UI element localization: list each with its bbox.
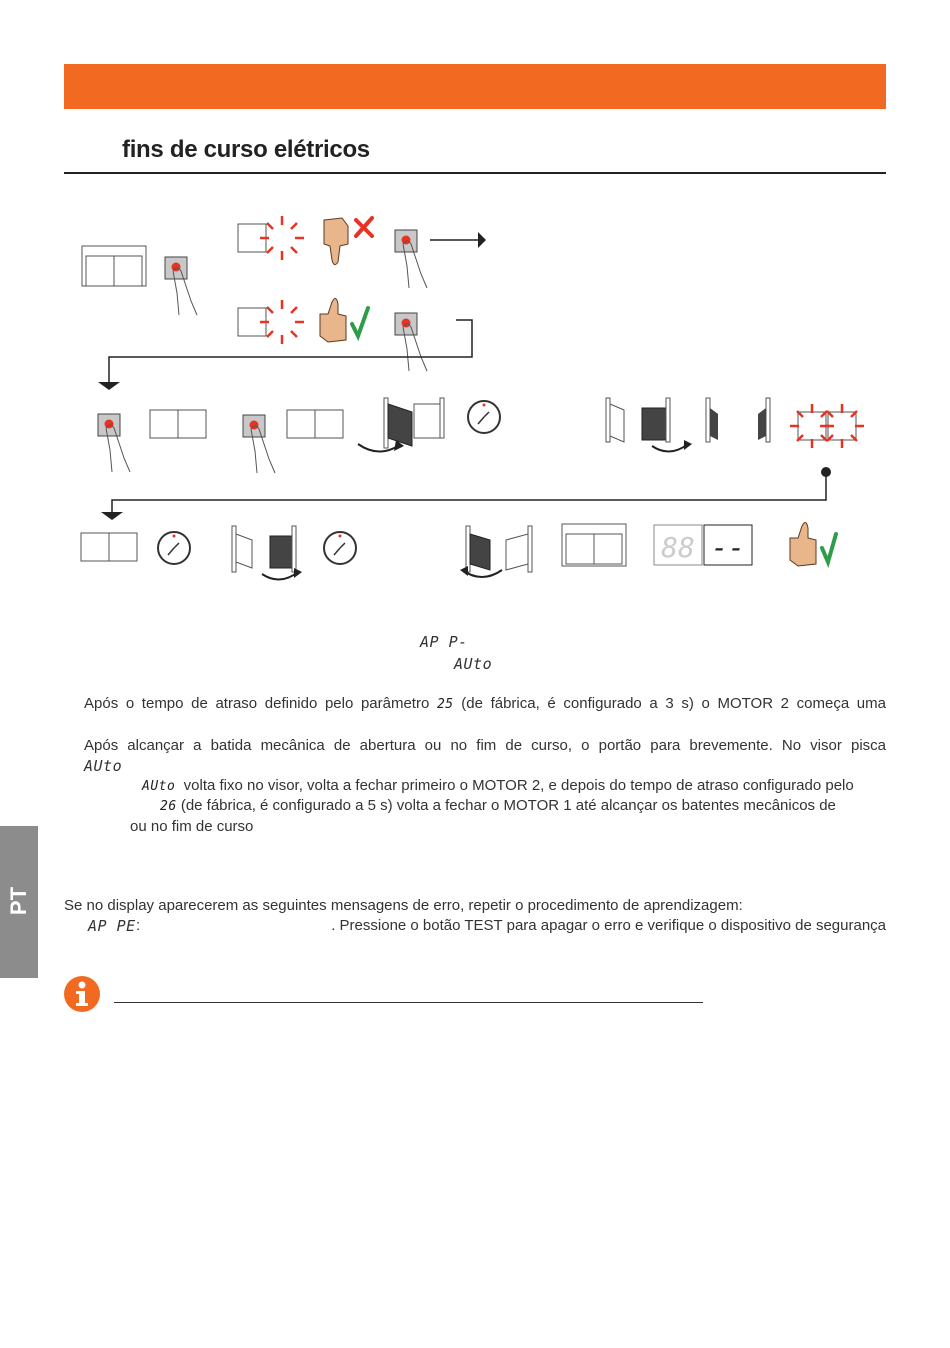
info-icon <box>64 976 100 1012</box>
paragraph-step-2: Após alcançar a batida mecânica de abertura ou no fim de curso, o portão para brevemente. No visor pisca <box>84 737 886 754</box>
button-press-icon <box>98 414 130 472</box>
display-code-auto: AUto <box>142 779 176 794</box>
procedure-diagram <box>0 180 950 600</box>
flashing-light-icon <box>260 216 304 260</box>
error-code: AP PE <box>88 917 136 935</box>
title-divider <box>64 172 886 174</box>
svg-text:88: 88 <box>661 531 695 564</box>
gate-closing-icon <box>460 526 532 577</box>
param-25-code: 25 <box>436 697 454 712</box>
button-press-icon <box>243 415 275 473</box>
gate-open-icon <box>706 398 770 442</box>
gate-closed-icon <box>81 533 137 561</box>
arrow-right-icon <box>430 232 486 248</box>
check-icon <box>352 308 368 336</box>
gate-closing-icon <box>232 526 302 580</box>
thumbs-up-icon <box>790 522 816 566</box>
clock-icon <box>468 401 500 433</box>
clock-icon <box>324 532 356 564</box>
thumbs-up-icon <box>320 298 346 342</box>
gate-closed-icon <box>150 410 206 438</box>
error-colon: : <box>136 917 141 934</box>
paragraph-step-3: AUto volta fixo no visor, volta a fechar primeiro o MOTOR 2, e depois do tempo de atraso configurado pelo <box>142 777 854 794</box>
gate-closed-icon <box>82 246 146 286</box>
header-bar <box>64 64 886 109</box>
error-description: . Pressione o botão TEST para apagar o erro e verifique o dispositivo de segurança <box>331 917 886 934</box>
arrow-down-icon <box>98 382 120 390</box>
thumbs-down-icon <box>324 218 348 265</box>
cross-icon <box>356 218 372 236</box>
info-divider <box>114 1002 703 1003</box>
button-press-icon <box>395 230 427 288</box>
language-tab <box>0 826 38 978</box>
display-code-app: AP P- <box>420 633 468 651</box>
paragraph-step-1: Após o tempo de atraso definido pelo parâmetro 25 (de fábrica, é configurado a 3 s) o MOTOR 2 começa uma <box>84 695 886 712</box>
display-code-auto: AUto <box>454 655 493 673</box>
paragraph-step-3-end: ou no fim de curso <box>130 818 254 835</box>
display-readout: -- <box>711 531 745 564</box>
paragraph-step-3-cont: 26 (de fábrica, é configurado a 5 s) volta a fechar o MOTOR 1 até alcançar os batentes mecânicos de <box>160 797 836 814</box>
gate-closed-icon <box>562 524 626 566</box>
flashing-light-icon <box>260 300 304 344</box>
button-press-icon <box>165 257 197 315</box>
flow-connector <box>101 467 831 520</box>
page-title: fins de curso elétricos <box>122 136 370 163</box>
clock-icon <box>158 532 190 564</box>
gate-opening-icon <box>606 398 692 452</box>
param-26-code: 26 <box>160 799 177 814</box>
display-icon <box>654 525 752 565</box>
error-intro: Se no display aparecerem as seguintes mensagens de erro, repetir o procedimento de aprendizagem: <box>64 897 743 914</box>
gate-opening-icon <box>358 398 444 452</box>
language-label: PT <box>6 886 31 916</box>
flow-connector <box>109 320 472 382</box>
check-icon <box>822 534 836 562</box>
button-press-icon <box>395 313 427 371</box>
display-code-auto: AUto <box>84 757 123 775</box>
gate-closed-icon <box>287 410 343 438</box>
